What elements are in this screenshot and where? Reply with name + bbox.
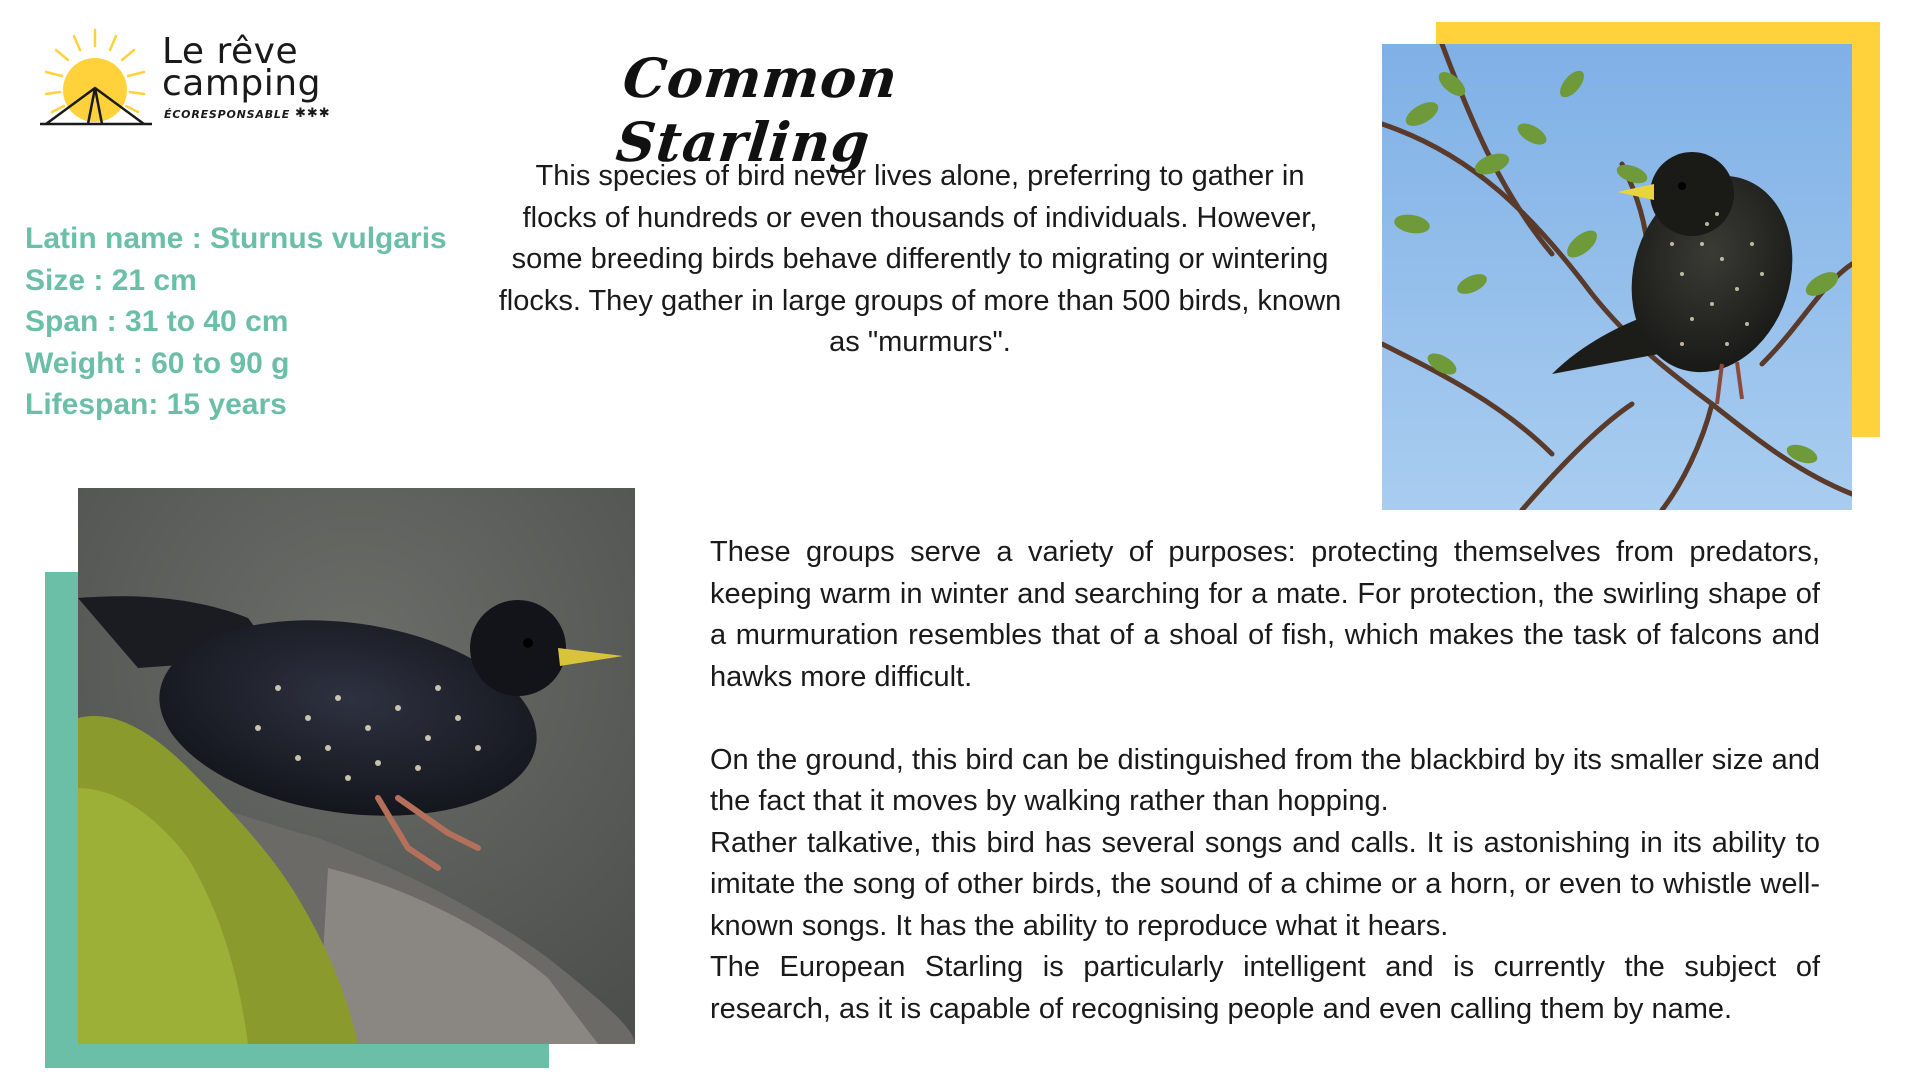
starling-on-branch-photo bbox=[1382, 44, 1852, 510]
paragraph-intelligence: The European Starling is particularly intelligent and is currently the subject of research, as it is capable of recognising people and even calling them by name. bbox=[710, 951, 1820, 1025]
fact-span: Span : 31 to 40 cm bbox=[25, 305, 289, 338]
paragraph-ground: On the ground, this bird can be distinguished from the blackbird by its smaller size and the fact that it moves by walking rather than hopping. bbox=[710, 743, 1820, 817]
logo-stars: ✱✱✱ bbox=[295, 106, 331, 121]
starling-on-moss-photo bbox=[78, 488, 635, 1044]
intro-paragraph: This species of bird never lives alone, preferring to gather in flocks of hundreds or even thousands of individuals. However, some breeding birds behave differently to migrating or wintering flocks. They gather in large groups of more than 500 birds, known as "murmurs". bbox=[498, 160, 1342, 358]
fact-weight: Weight : 60 to 90 g bbox=[25, 346, 290, 380]
logo-wordmark-line1: Le rêve bbox=[162, 31, 299, 72]
fact-lifespan: Lifespan: 15 years bbox=[25, 388, 287, 421]
fact-list bbox=[25, 218, 485, 426]
page-title: Common Starling bbox=[613, 46, 902, 174]
brand-logo bbox=[40, 28, 360, 133]
logo-tagline: ÉCORESPONSABLE bbox=[164, 108, 291, 121]
fact-latin-name: Latin name : Sturnus vulgaris bbox=[25, 222, 447, 255]
fact-size: Size : 21 cm bbox=[25, 263, 197, 297]
body-text bbox=[710, 532, 1820, 1030]
paragraph-groups: These groups serve a variety of purposes: protecting themselves from predators, keeping warm in winter and searching for a mate. For protection, the swirling shape of a murmuration resembles that of a shoal of fish, which makes the task of falcons and hawks more difficult. bbox=[710, 536, 1820, 693]
logo-wordmark-line2: camping bbox=[162, 63, 321, 104]
paragraph-songs: Rather talkative, this bird has several songs and calls. It is astonishing in its ability to imitate the song of other birds, the sound of a chime or a horn, or even to whistle well-known songs. It has the ability to reproduce what it hears. bbox=[710, 826, 1820, 942]
sun-tent-icon bbox=[40, 28, 160, 128]
